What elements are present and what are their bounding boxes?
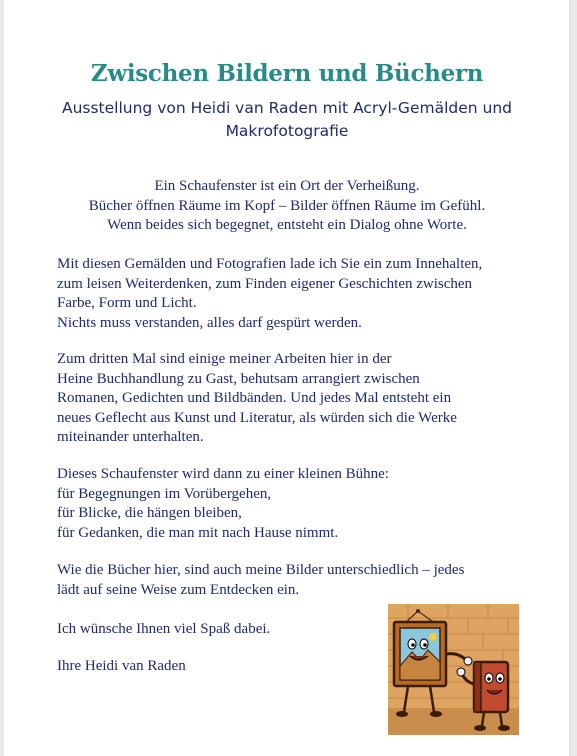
paragraph-line: Dieses Schaufenster wird dann zu einer kleinen Bühne: — [57, 466, 389, 482]
paragraph-line: für Blicke, die hängen bleiben, — [57, 505, 242, 521]
page-edge — [569, 0, 570, 756]
paragraph-stage — [57, 465, 537, 543]
paragraph-line: Nichts muss verstanden, alles darf gespürt werden. — [57, 314, 362, 331]
closing-line: Ich wünsche Ihnen viel Spaß dabei. — [57, 621, 271, 637]
page-title: Zwischen Bildern und Büchern — [90, 60, 484, 87]
paragraph-line: lädt auf seine Weise zum Entdecken ein. — [57, 581, 300, 598]
paragraph-line: Mit diesen Gemälden und Fotografien lade ich Sie ein zum Innehalten, — [57, 256, 483, 272]
paragraph-invitation — [57, 255, 537, 333]
illustration-svg — [388, 604, 519, 735]
paragraph-line: zum leisen Weiterdenken, zum Finden eigener Geschichten zwischen — [57, 275, 473, 292]
page-subtitle: Ausstellung von Heidi van Raden mit Acryl-Gemälden und Makrofotografie — [61, 99, 512, 140]
paragraph-line: für Gedanken, die man mit nach Hause nimmt. — [57, 524, 339, 541]
document-page — [4, 0, 570, 756]
paragraph-line: Wie die Bücher hier, sind auch meine Bilder unterschiedlich – jedes — [57, 562, 465, 578]
paragraph-variety — [57, 561, 537, 600]
intro-line: Wenn beides sich begegnet, entsteht ein Dialog ohne Worte. — [107, 217, 467, 233]
paragraph-line: neues Geflecht aus Kunst und Literatur, als würden sich die Werke — [57, 409, 457, 426]
paragraph-bookstore — [57, 350, 537, 448]
intro-line: Bücher öffnen Räume im Kopf – Bilder öffnen Räume im Gefühl. — [88, 197, 486, 214]
intro-paragraph — [4, 177, 570, 236]
paragraph-line: Zum dritten Mal sind einige meiner Arbeiten hier in der — [57, 351, 392, 367]
paragraph-line: für Begegnungen im Vorübergehen, — [57, 485, 272, 502]
paragraph-line: Romanen, Gedichten und Bildbänden. Und jedes Mal entsteht ein — [57, 390, 452, 406]
paragraph-line: Farbe, Form und Licht. — [57, 295, 197, 311]
frame-and-book-illustration — [388, 604, 519, 735]
signature: Ihre Heidi van Raden — [57, 658, 186, 674]
intro-line: Ein Schaufenster ist ein Ort der Verheißung. — [154, 178, 420, 194]
paragraph-line: miteinander unterhalten. — [57, 429, 204, 445]
paragraph-line: Heine Buchhandlung zu Gast, behutsam arrangiert zwischen — [57, 370, 420, 387]
